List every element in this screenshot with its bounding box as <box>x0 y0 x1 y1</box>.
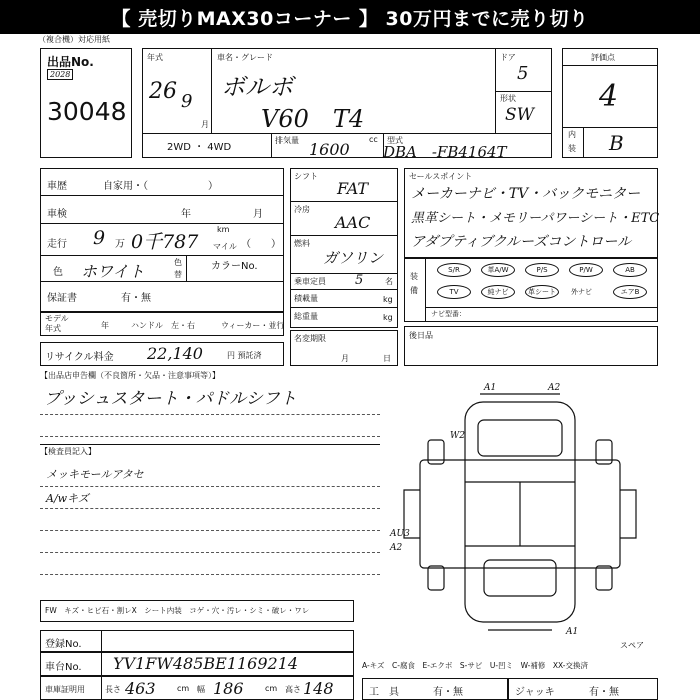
lot-sub-number: 2028 <box>47 69 73 80</box>
equip-tv: TV <box>437 285 471 299</box>
height-value: 148 <box>303 679 334 698</box>
multi-model-note: （複合機）対応用紙 <box>38 35 110 44</box>
type-value: DBA -FB4164T <box>383 143 507 161</box>
type-label: 型式 <box>387 136 403 145</box>
jack-value: 有・無 <box>589 687 619 698</box>
damage-key-legend: A-キズ C-腐食 E-エクボ S-サビ U-凹ミ W-補修 XX-交換済 <box>362 661 588 670</box>
sales-point-line-2: 黒革シート・メモリーパワーシート・ETC <box>411 211 660 226</box>
score-value: 4 <box>599 79 619 114</box>
color-no-label: カラーNo. <box>211 261 258 272</box>
shift-value: FAT <box>337 179 369 198</box>
navi-model-label: ナビ型番： <box>431 310 466 318</box>
displacement-unit: cc <box>369 135 378 144</box>
capacity-unit: 名 <box>385 277 393 286</box>
mileage-man: 9 <box>93 227 106 249</box>
shape-value: SW <box>505 105 535 125</box>
length-label: 長さ <box>105 685 121 694</box>
model-year-label-2: 年式 <box>45 324 61 333</box>
chassis-value: YV1FW485BE1169214 <box>113 654 299 673</box>
mileage-rest: 0千787 <box>131 231 199 253</box>
mileage-label: 走行 <box>47 239 67 250</box>
width-unit: cm <box>265 684 278 693</box>
mileage-man-unit: 万 <box>115 239 125 250</box>
lot-label: 出品No. <box>47 55 94 69</box>
door-label: ドア <box>500 53 516 62</box>
equip-airbag: エアB <box>613 285 647 299</box>
year-label: 年式 <box>147 53 163 62</box>
shape-label: 形状 <box>500 94 516 103</box>
model-year-label-1: モデル <box>45 314 69 323</box>
inspector-note-1: メッキモールアタセ <box>46 468 144 481</box>
inspection-year-unit: 年 <box>181 209 191 220</box>
sales-point-line-1: メーカーナビ・TV・バックモニター <box>411 186 641 202</box>
model-year-unit: 年 <box>101 321 109 330</box>
score-label: 評価点 <box>591 53 615 62</box>
sales-point-line-3: アダプティブクルーズコントロール <box>411 234 632 250</box>
mark-left-side-2: A2 <box>390 543 403 553</box>
capacity-value: 5 <box>355 273 364 288</box>
drive-label: 2WD ・ 4WD <box>167 142 232 153</box>
recycle-value: 22,140 <box>147 344 203 363</box>
spec-box <box>290 168 398 328</box>
equip-label-2: 備 <box>410 286 418 295</box>
mark-rear: A1 <box>566 627 579 637</box>
jack-box <box>508 678 658 700</box>
month-value: 9 <box>181 91 193 112</box>
length-value: 463 <box>125 679 156 698</box>
sales-point-label: セールスポイント <box>409 172 473 181</box>
model-year-box <box>40 312 284 336</box>
tools-box <box>362 678 508 700</box>
handle-value: 左・右 <box>171 321 195 330</box>
inspection-month-unit: 月 <box>253 209 263 220</box>
score-box <box>562 48 658 158</box>
equip-ps: P/S <box>525 263 559 277</box>
dimensions-label: 車庫証明用 <box>45 685 85 694</box>
chassis-label: 車台No. <box>45 662 82 673</box>
registration-box <box>40 630 354 652</box>
inspector-label: 【検査員記入】 <box>40 447 96 456</box>
equip-pw: P/W <box>569 263 603 277</box>
mileage-paren: （ ） <box>241 239 281 250</box>
shift-label: シフト <box>294 172 318 181</box>
equipment-box <box>404 258 658 322</box>
equip-leather-seat: 革シート <box>525 285 559 299</box>
history-value: 自家用・（ ） <box>103 181 218 192</box>
lot-number: 30048 <box>47 97 127 126</box>
equip-ab: AB <box>613 263 647 277</box>
width-value: 186 <box>213 679 244 698</box>
model-grade: V60 T4 <box>261 105 365 133</box>
sales-point-box <box>404 168 658 258</box>
later-items-box <box>404 326 658 366</box>
interior-value: B <box>609 131 624 155</box>
lot-box <box>40 48 132 158</box>
interior-label-1: 内 <box>568 130 576 139</box>
left-info-box <box>40 168 284 312</box>
displacement-value: 1600 <box>309 140 350 159</box>
month-unit: 月 <box>201 120 209 129</box>
condition-legend-box <box>40 600 354 622</box>
ac-value: AAC <box>335 213 371 232</box>
remarks-text: プッシュスタート・パドルシフト <box>44 389 297 409</box>
mileage-unit-mile: マイル <box>213 242 237 251</box>
load-unit: kg <box>383 295 393 304</box>
equip-label-1: 装 <box>410 272 418 281</box>
winker-label: ウィーカー・並行 <box>221 321 285 330</box>
ac-label: 冷房 <box>294 205 310 214</box>
warranty-label: 保証書 <box>47 293 77 304</box>
vehicle-info-box <box>142 48 552 161</box>
reg-date-box <box>290 330 398 366</box>
gross-label: 総重量 <box>294 312 318 321</box>
color-label: 色 <box>53 267 63 278</box>
mark-front-2: A2 <box>548 383 561 393</box>
height-label: 高さ <box>285 685 301 694</box>
dimensions-box <box>40 676 354 700</box>
remarks-label: 【出品店申告欄（不良箇所・欠品・注意事項等）】 <box>40 371 220 380</box>
model-name: ボルボ <box>221 73 293 101</box>
equip-genuine-navi: 純ナビ <box>481 285 515 299</box>
length-unit: cm <box>177 684 190 693</box>
mark-front-1: A1 <box>484 383 497 393</box>
car-damage-diagram <box>380 380 670 650</box>
model-label: 車名・グレード <box>217 53 273 62</box>
jack-label: ジャッキ <box>515 687 555 698</box>
warranty-value: 有・無 <box>121 293 151 304</box>
mark-left-window: W2 <box>450 431 465 441</box>
inspection-label: 車検 <box>47 209 67 220</box>
door-value: 5 <box>517 63 529 84</box>
chassis-box <box>40 652 354 676</box>
interior-label-2: 装 <box>568 144 576 153</box>
equip-leather-aw: 革A/W <box>481 263 515 277</box>
condition-legend: FW キズ・ヒビ石・割レX シート内装 コゲ・穴・汚レ・シミ・破レ・ワレ <box>45 606 310 615</box>
equip-sr: S/R <box>437 263 471 277</box>
displacement-label: 排気量 <box>275 136 299 145</box>
color-change-2: 替 <box>174 270 182 279</box>
color-value: ホワイト <box>81 262 145 281</box>
registration-label: 登録No. <box>45 639 82 650</box>
reg-date-month-unit: 月 <box>341 354 349 363</box>
history-label: 車歴 <box>47 181 67 192</box>
spare-label: スペア <box>620 641 644 650</box>
recycle-unit: 円 預託済 <box>227 351 262 360</box>
fuel-label: 燃料 <box>294 239 310 248</box>
equip-aftermarket-navi: 外ナビ <box>571 288 592 296</box>
tools-value: 有・無 <box>433 687 463 698</box>
reg-date-label: 名変期限 <box>294 334 326 343</box>
fuel-value: ガソリン <box>323 249 384 267</box>
load-label: 積載量 <box>294 294 318 303</box>
width-label: 幅 <box>197 685 205 694</box>
year-value: 26 <box>149 79 177 104</box>
mark-left-side-1: AU3 <box>390 529 410 539</box>
reg-date-day-unit: 日 <box>383 354 391 363</box>
gross-unit: kg <box>383 313 393 322</box>
mileage-unit-km: km <box>217 225 230 234</box>
recycle-box <box>40 342 284 366</box>
tools-label: 工 具 <box>369 687 399 698</box>
later-items-label: 後日品 <box>409 331 433 340</box>
handle-label: ハンドル <box>131 321 163 330</box>
recycle-label: リサイクル料金 <box>45 352 114 363</box>
banner-title: 【 売切りMAX30コーナー 】 30万円までに売り切り <box>0 0 700 34</box>
capacity-label: 乗車定員 <box>294 277 326 286</box>
inspector-note-2: A/wキズ <box>46 492 89 505</box>
color-change-1: 色 <box>174 258 182 267</box>
